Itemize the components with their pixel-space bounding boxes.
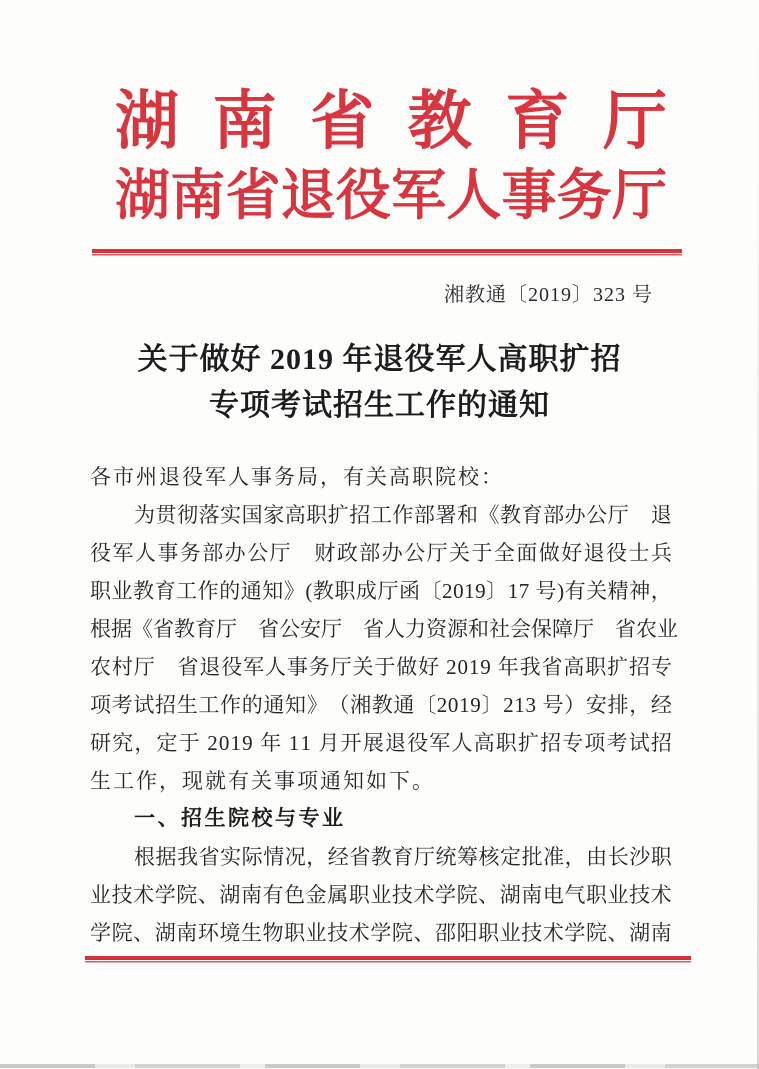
body-line: 农 村 厅 省 退 役 军 人 事 务 厅 关 于 做 好 2 0 1 9 年 我 省 高 职 扩 招 专 bbox=[90, 655, 672, 679]
page-bottom-edge bbox=[0, 1064, 759, 1068]
red-separator-bottom bbox=[85, 956, 691, 963]
body-line: 项 考 试 招 生 工 作 的 通 知 》 （ 湘 教 通 〔 2 0 1 9 〕 2 1 3 号 ） 安 排 ， 经 bbox=[90, 693, 672, 717]
body-line: 业 技 术 学 院 、 湖 南 有 色 金 属 职 业 技 术 学 院 、 湖 南 电 气 职 业 技 术 bbox=[90, 883, 672, 907]
body-line: 生工作，现就有关事项通知如下。 bbox=[90, 769, 435, 793]
notice-title bbox=[0, 337, 759, 429]
letterhead-line-2: 湖 南 省 退 役 军 人 事 务 厅 bbox=[115, 165, 667, 226]
body-line: 职 业 教 育 工 作 的 通 知 》 ( 教 职 成 厅 函 〔 2 0 1 9 〕 1 7 号 ) 有 关 精 神 ， bbox=[90, 579, 672, 603]
section-heading: 一、招生院校与专业 bbox=[134, 807, 346, 830]
letterhead-line-1: 湖 南 省 教 育 厅 bbox=[115, 86, 667, 157]
red-separator-top bbox=[92, 249, 682, 256]
notice-title-line-1: 关于做好 2019 年退役军人高职扩招 bbox=[137, 343, 622, 376]
body-line: 为 贯 彻 落 实 国 家 高 职 扩 招 工 作 部 署 和 《 教 育 部 办 公 厅 退 bbox=[134, 503, 672, 527]
body-line: 根 据 《 省 教 育 厅 省 公 安 厅 省 人 力 资 源 和 社 会 保 障 厅 省 农 业 bbox=[90, 617, 678, 641]
body-line: 役 军 人 事 务 部 办 公 厅 财 政 部 办 公 厅 关 于 全 面 做 好 退 役 士 兵 bbox=[90, 541, 672, 565]
notice-body bbox=[90, 458, 678, 952]
document-number: 湘教通〔2019〕323 号 bbox=[444, 284, 653, 306]
body-line: 根 据 我 省 实 际 情 况 ， 经 省 教 育 厅 统 筹 核 定 批 准 ， 由 长 沙 职 bbox=[134, 845, 672, 869]
notice-title-line-2: 专项考试招生工作的通知 bbox=[209, 389, 550, 422]
body-line: 学 院 、 湖 南 环 境 生 物 职 业 技 术 学 院 、 邵 阳 职 业 技 术 学 院 、 湖 南 bbox=[90, 921, 672, 945]
body-line: 研 究 ， 定 于 2 0 1 9 年 1 1 月 开 展 退 役 军 人 高 职 扩 招 专 项 考 试 招 bbox=[90, 731, 672, 755]
letterhead bbox=[115, 84, 667, 229]
body-line: 各市州退役军人事务局，有关高职院校： bbox=[90, 465, 504, 489]
